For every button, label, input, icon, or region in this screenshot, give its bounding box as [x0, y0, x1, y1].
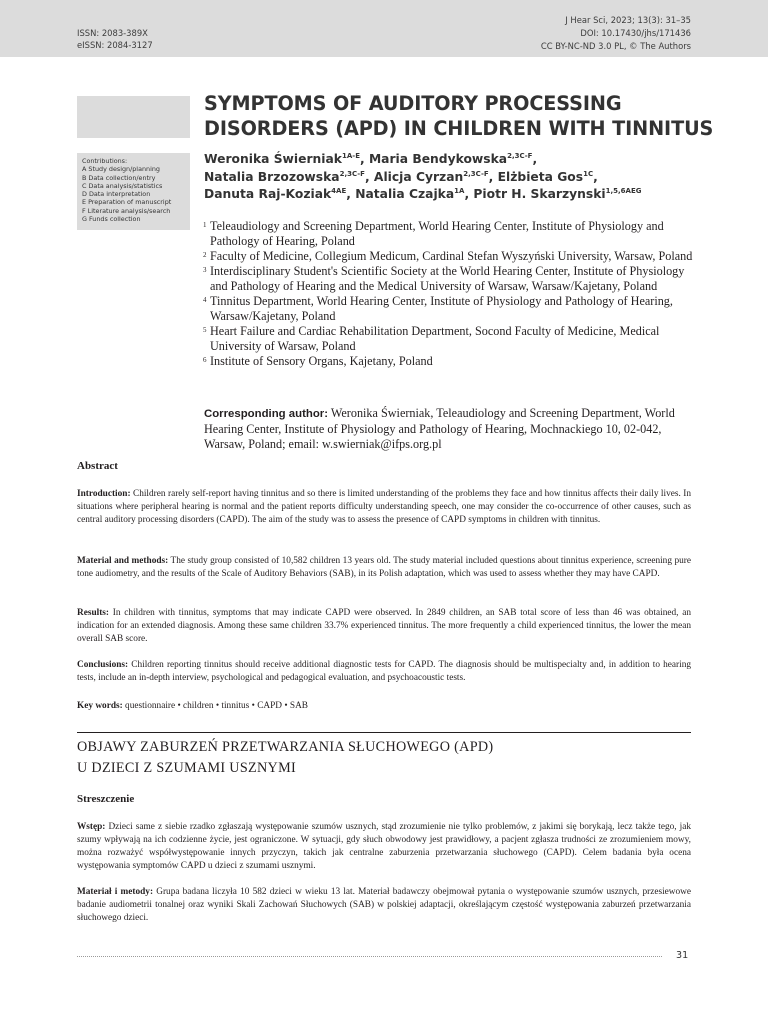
affiliations — [204, 219, 704, 369]
author-name: Maria Bendykowska — [368, 152, 508, 166]
article-title — [204, 91, 724, 141]
affiliation-text: Institute of Sensory Organs, Kajetany, Poland — [210, 354, 433, 368]
contribution-item: F Literature analysis/search — [82, 206, 171, 215]
polish-title-line-1: OBJAWY ZABURZEŃ PRZETWARZANIA SŁUCHOWEGO (APD) — [77, 739, 494, 755]
section-label: Materiał i metody: — [77, 887, 154, 897]
abstract-introduction — [77, 488, 691, 527]
title-line-2: DISORDERS (APD) IN CHILDREN WITH TINNITUS — [204, 117, 714, 140]
author-sup: 2,3C-F — [463, 169, 489, 178]
affiliation-number: 6 — [203, 356, 207, 364]
author-sup: 1,5,6AEG — [605, 187, 642, 196]
abstract-heading: Abstract — [77, 460, 118, 472]
author-sep: , — [593, 169, 598, 184]
author-sup: 4AE — [331, 187, 347, 196]
affiliation-number: 1 — [203, 221, 207, 229]
author-line — [204, 186, 724, 204]
author-sep: , — [532, 152, 538, 166]
abstract-conclusions — [77, 659, 691, 685]
author-line — [204, 151, 724, 169]
author-name: Alicja Cyrzan — [373, 169, 464, 184]
contribution-item: A Study design/planning — [82, 165, 160, 174]
corresponding-text: Weronika Świerniak, Teleaudiology and Screening Department, World Hearing Center, Institute of Physiology and Pathology of Hearing, Mochnackiego 10, 02-042, Warsaw, Poland; email: w.swierniak@ifps.org.pl — [204, 406, 675, 451]
affiliation — [204, 264, 704, 294]
author-sup: 1A — [454, 187, 465, 196]
section-text: questionnaire • children • tinnitus • CAPD • SAB — [122, 701, 308, 711]
affiliation-text: Interdisciplinary Student's Scientific Society at the World Hearing Center, Institute of Physiology and Pathology of Hearing and the Medical University of Warsaw, Warsaw/Kajetany, Poland — [210, 264, 685, 293]
author-sup: 1C — [583, 169, 594, 178]
corresponding-author — [204, 406, 704, 452]
author-name: Natalia Brzozowska — [204, 169, 340, 184]
abstract-methods — [77, 555, 691, 581]
author-line — [204, 169, 724, 187]
section-divider — [77, 732, 691, 733]
section-text: The study group consisted of 10,582 children 13 years old. The study material included questions about tinnitus experience, screening pure tone audiometry, and the results of the Scale of Auditory Behaviors (SAB), in its Polish adaptation, which was used to assess whether they may have CAPD. — [77, 556, 691, 579]
section-text: Children reporting tinnitus should receive additional diagnostic tests for CAPD. The diagnosis should be multispecialty and, in addition to hearing tests, include an in-depth interview, psychological and pedagogical evaluation, and psychoacoustic tests. — [77, 660, 691, 683]
corresponding-label: Corresponding author: — [204, 408, 329, 420]
affiliation — [204, 219, 704, 249]
author-sep: , — [464, 187, 474, 202]
author-sup: 2,3C-F — [507, 152, 533, 160]
page-number: 31 — [676, 950, 689, 961]
author-sep: , — [488, 169, 498, 184]
journal-info — [541, 14, 691, 53]
abstract-results — [77, 607, 691, 646]
affiliation — [204, 324, 704, 354]
affiliation-number: 4 — [203, 296, 207, 304]
contribution-item: E Preparation of manuscript — [82, 198, 172, 207]
contribution-item: B Data collection/entry — [82, 173, 156, 182]
author-name: Piotr H. Skarzynski — [473, 187, 606, 202]
abstract-keywords — [77, 700, 691, 713]
section-text: Grupa badana liczyła 10 582 dzieci w wieku 13 lat. Materiał badawczy obejmował pytania o występowanie szumów usznych, przesiewowe badanie audiometrii tonalnej oraz wyniki Skali Zachowań Słuchowych (SAB) w polskiej adaptacji, określającym częstość występowania zaburzeń przetwarzania słuchowego dzieci. — [77, 887, 691, 923]
issn: ISSN: 2083-389X — [77, 28, 148, 38]
affiliation — [204, 249, 704, 264]
doi: DOI: 10.17430/jhs/171436 — [580, 28, 691, 38]
section-label: Introduction: — [77, 489, 131, 499]
citation: J Hear Sci, 2023; 13(3): 31–35 — [565, 15, 691, 25]
section-text: In children with tinnitus, symptoms that may indicate CAPD were observed. In 2849 children, an SAB total score of less than 46 was obtained, an indication for an extended diagnosis. Among these same children 33.7% experienced tinnitus. The more frequently a child experienced tinnitus, the lower the mean overall SAB score. — [77, 608, 691, 644]
section-label: Wstęp: — [77, 822, 106, 832]
affiliation-text: Heart Failure and Cardiac Rehabilitation Department, Socond Faculty of Medicine, Medical University of Warsaw, Poland — [210, 324, 660, 353]
author-sep: , — [359, 152, 369, 166]
affiliation-number: 5 — [203, 326, 207, 334]
contribution-item: C Data analysis/statistics — [82, 181, 163, 190]
streszczenie-heading: Streszczenie — [77, 793, 135, 805]
author-name: Danuta Raj-Koziak — [204, 187, 332, 202]
section-label: Results: — [77, 608, 110, 618]
affiliation-text: Teleaudiology and Screening Department, World Hearing Center, Institute of Physiology and Pathology of Hearing, Poland — [210, 219, 664, 248]
section-label: Conclusions: — [77, 660, 129, 670]
section-label: Material and methods: — [77, 556, 169, 566]
author-name: Natalia Czajka — [355, 187, 455, 202]
title-line-1: SYMPTOMS OF AUDITORY PROCESSING — [204, 92, 622, 115]
author-sep: , — [346, 187, 356, 202]
license: CC BY-NC-ND 3.0 PL, © The Authors — [540, 41, 691, 51]
author-sup: 1A-E — [342, 152, 360, 160]
author-name: Weronika Świerniak — [204, 152, 342, 166]
affiliation-text: Faculty of Medicine, Collegium Medicum, Cardinal Stefan Wyszyński University, Warsaw, Poland — [210, 249, 693, 263]
section-text: Children rarely self-report having tinnitus and so there is limited understanding of the problems they face and how tinnitus affects their daily lives. In situations where peripheral hearing is normal and the patient reports difficulty understanding speech, one may consider the co-occurrence of other causes, such as central auditory processing disorders (CAPD). The aim of the study was to assess the presence of CAPD symptoms in children with tinnitus. — [77, 489, 691, 525]
issn-block — [77, 27, 153, 51]
affiliation-text: Tinnitus Department, World Hearing Center, Institute of Physiology and Pathology of Hearing, Warsaw/Kajetany, Poland — [210, 294, 673, 323]
section-text: Dzieci same z siebie rzadko zgłaszają występowanie szumów usznych, stąd zrozumienie nie tylko problemów, z jakimi się borykają, lecz także tego, jak szumy wpływają na ich codzienne życie, jest ograniczone. W sytuacji, gdy słuch obwodowy jest prawidłowy, a pacjent zgłasza trudności ze zrozumieniem mowy, można rozważyć współwystępowanie innych przyczyn, takich jak centralne zaburzenia przetwarzania słuchowego (CAPD). Celem badania była ocena występowania symptomów CAPD u dzieci z szumami usznymi. — [77, 822, 691, 871]
polish-title — [77, 737, 691, 779]
affiliation-number: 3 — [203, 266, 207, 274]
author-name: Elżbieta Gos — [497, 169, 584, 184]
affiliation-number: 2 — [203, 251, 207, 259]
contributions-heading: Contributions: — [82, 157, 128, 165]
affiliation — [204, 354, 704, 369]
contribution-item: D Data interpretation — [82, 190, 151, 199]
polish-metody — [77, 886, 691, 925]
author-sup: 2,3C-F — [339, 169, 365, 178]
section-label: Key words: — [77, 701, 123, 711]
title-marker-box — [77, 96, 190, 138]
author-list — [204, 151, 724, 204]
author-sep: , — [364, 169, 374, 184]
footer-dotted-rule — [77, 956, 662, 957]
polish-wstep — [77, 821, 691, 873]
affiliation — [204, 294, 704, 324]
contribution-item: G Funds collection — [82, 215, 141, 224]
contributions-box — [77, 153, 190, 230]
eissn: eISSN: 2084-3127 — [77, 40, 153, 50]
polish-title-line-2: U DZIECI Z SZUMAMI USZNYMI — [77, 760, 297, 776]
